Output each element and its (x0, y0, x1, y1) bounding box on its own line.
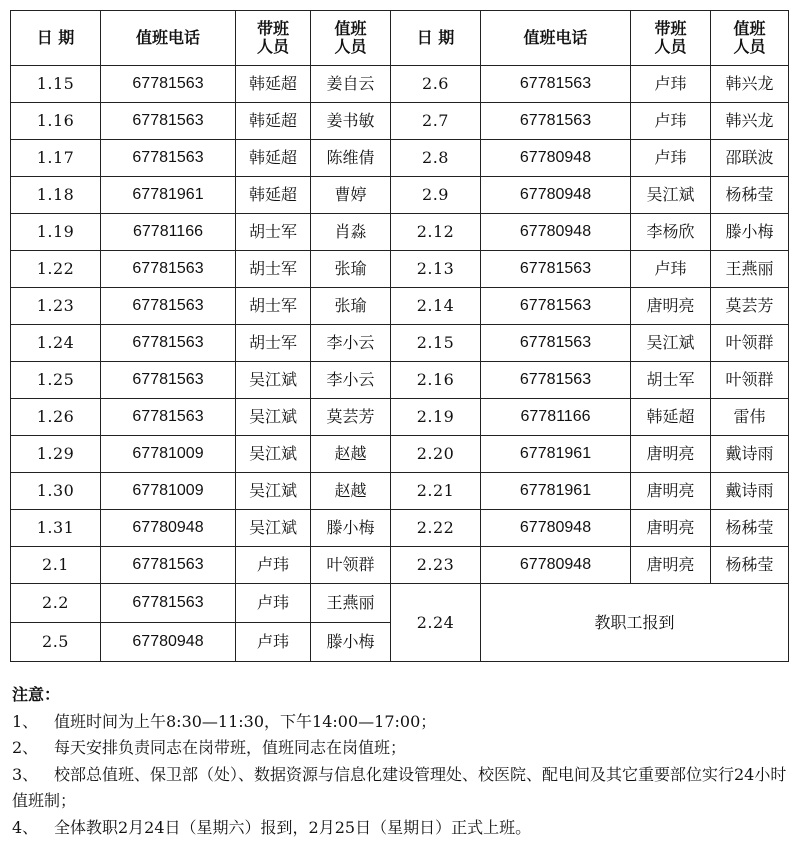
date-cell: 2.8 (391, 140, 481, 177)
column-header: 值班 人员 (311, 11, 391, 66)
table-row (11, 214, 789, 251)
table-row (11, 510, 789, 547)
phone-cell: 67781563 (101, 288, 236, 325)
note-index: 2、 (12, 738, 39, 757)
leader-cell: 吴江斌 (236, 362, 311, 399)
phone-cell: 67781563 (481, 325, 631, 362)
staff-cell: 莫芸芳 (711, 288, 789, 325)
staff-cell: 邵联波 (711, 140, 789, 177)
note-index: 3、 (12, 764, 39, 784)
date-cell: 2.1 (11, 547, 101, 584)
phone-cell: 67781563 (101, 325, 236, 362)
note-item (12, 735, 790, 762)
table-row (11, 547, 789, 584)
staff-cell: 杨秭莹 (711, 177, 789, 214)
staff-cell: 戴诗雨 (711, 436, 789, 473)
phone-cell: 67781563 (481, 362, 631, 399)
phone-cell: 67781563 (101, 362, 236, 399)
leader-cell: 胡士军 (236, 325, 311, 362)
note-index: 4、 (12, 817, 39, 837)
phone-cell: 67780948 (481, 177, 631, 214)
date-cell: 2.19 (391, 399, 481, 436)
column-header: 日 期 (11, 11, 101, 66)
date-cell: 1.30 (11, 473, 101, 510)
phone-cell: 67781009 (101, 436, 236, 473)
date-cell: 2.14 (391, 288, 481, 325)
date-cell: 1.26 (11, 399, 101, 436)
column-header: 值班电话 (101, 11, 236, 66)
leader-cell: 唐明亮 (631, 510, 711, 547)
notes-list (12, 709, 790, 842)
staff-cell: 张瑜 (311, 288, 391, 325)
staff-cell: 张瑜 (311, 251, 391, 288)
leader-cell: 唐明亮 (631, 288, 711, 325)
date-cell: 2.16 (391, 362, 481, 399)
column-header: 带班 人员 (236, 11, 311, 66)
phone-cell: 67781563 (481, 103, 631, 140)
table-row (11, 66, 789, 103)
date-cell: 2.9 (391, 177, 481, 214)
leader-cell: 韩延超 (236, 66, 311, 103)
date-cell: 2.2 (11, 584, 101, 623)
date-cell: 1.15 (11, 66, 101, 103)
staff-cell: 李小云 (311, 362, 391, 399)
leader-cell: 韩延超 (236, 177, 311, 214)
leader-cell: 吴江斌 (236, 399, 311, 436)
leader-cell: 韩延超 (631, 399, 711, 436)
leader-cell: 唐明亮 (631, 473, 711, 510)
staff-cell: 叶领群 (311, 547, 391, 584)
phone-cell: 67780948 (481, 547, 631, 584)
phone-cell: 67780948 (481, 510, 631, 547)
column-header: 值班电话 (481, 11, 631, 66)
note-item (12, 709, 790, 736)
phone-cell: 67781563 (101, 66, 236, 103)
leader-cell: 卢玮 (236, 584, 311, 623)
date-cell: 2.15 (391, 325, 481, 362)
date-cell: 1.19 (11, 214, 101, 251)
staff-cell: 叶领群 (711, 325, 789, 362)
staff-cell: 滕小梅 (311, 623, 391, 662)
leader-cell: 卢玮 (236, 547, 311, 584)
phone-cell: 67781961 (481, 473, 631, 510)
staff-cell: 曹婷 (311, 177, 391, 214)
phone-cell: 67780948 (481, 214, 631, 251)
staff-cell: 杨秭莹 (711, 547, 789, 584)
table-row (11, 103, 789, 140)
table-row (11, 362, 789, 399)
phone-cell: 67781563 (101, 399, 236, 436)
date-cell: 1.18 (11, 177, 101, 214)
table-row (11, 177, 789, 214)
phone-cell: 67781563 (101, 140, 236, 177)
phone-cell: 67781563 (101, 547, 236, 584)
staff-cell: 姜自云 (311, 66, 391, 103)
date-cell: 2.22 (391, 510, 481, 547)
staff-cell: 雷伟 (711, 399, 789, 436)
staff-cell: 姜书敏 (311, 103, 391, 140)
leader-cell: 胡士军 (631, 362, 711, 399)
phone-cell: 67781166 (481, 399, 631, 436)
date-cell: 1.29 (11, 436, 101, 473)
note-text: 每天安排负责同志在岗带班，值班同志在岗值班； (54, 738, 407, 757)
leader-cell: 胡士军 (236, 251, 311, 288)
date-cell: 2.5 (11, 623, 101, 662)
leader-cell: 卢玮 (631, 103, 711, 140)
leader-cell: 吴江斌 (236, 436, 311, 473)
note-text: 校部总值班、保卫部（处）、数据资源与信息化建设管理处、校医院、配电间及其它重要部位实行24小时值班制； (12, 764, 787, 810)
staff-report-note: 教职工报到 (481, 584, 789, 662)
date-cell: 2.12 (391, 214, 481, 251)
note-item (12, 815, 790, 842)
date-cell: 1.16 (11, 103, 101, 140)
date-cell: 1.22 (11, 251, 101, 288)
phone-cell: 67780948 (101, 623, 236, 662)
leader-cell: 胡士军 (236, 288, 311, 325)
note-index: 1、 (12, 711, 39, 731)
phone-cell: 67781563 (481, 66, 631, 103)
leader-cell: 唐明亮 (631, 436, 711, 473)
table-row (11, 473, 789, 510)
staff-cell: 韩兴龙 (711, 103, 789, 140)
staff-cell: 王燕丽 (311, 584, 391, 623)
staff-cell: 王燕丽 (711, 251, 789, 288)
staff-cell: 赵越 (311, 473, 391, 510)
phone-cell: 67781563 (101, 584, 236, 623)
leader-cell: 卢玮 (631, 140, 711, 177)
phone-cell: 67781961 (481, 436, 631, 473)
staff-cell: 戴诗雨 (711, 473, 789, 510)
table-row (11, 399, 789, 436)
note-text: 全体教职2月24日（星期六）报到，2月25日（星期日）正式上班。 (54, 817, 532, 837)
leader-cell: 卢玮 (631, 66, 711, 103)
notes-title: 注意： (12, 685, 61, 704)
leader-cell: 吴江斌 (236, 473, 311, 510)
leader-cell: 吴江斌 (236, 510, 311, 547)
phone-cell: 67781563 (481, 288, 631, 325)
notes-section (12, 682, 790, 841)
header-row (11, 11, 789, 66)
phone-cell: 67781563 (101, 251, 236, 288)
date-cell: 2.20 (391, 436, 481, 473)
date-cell: 2.24 (391, 584, 481, 662)
staff-cell: 韩兴龙 (711, 66, 789, 103)
note-item (12, 762, 790, 815)
table-row (11, 140, 789, 177)
date-cell: 1.25 (11, 362, 101, 399)
leader-cell: 吴江斌 (631, 177, 711, 214)
column-header: 日 期 (391, 11, 481, 66)
duty-schedule-table (10, 10, 789, 662)
table-row (11, 584, 789, 623)
date-cell: 2.21 (391, 473, 481, 510)
phone-cell: 67780948 (481, 140, 631, 177)
date-cell: 1.31 (11, 510, 101, 547)
table-row (11, 325, 789, 362)
date-cell: 2.23 (391, 547, 481, 584)
phone-cell: 67781563 (101, 103, 236, 140)
date-cell: 2.7 (391, 103, 481, 140)
date-cell: 1.23 (11, 288, 101, 325)
leader-cell: 韩延超 (236, 103, 311, 140)
phone-cell: 67781961 (101, 177, 236, 214)
phone-cell: 67781563 (481, 251, 631, 288)
staff-cell: 陈维倩 (311, 140, 391, 177)
leader-cell: 卢玮 (631, 251, 711, 288)
date-cell: 2.13 (391, 251, 481, 288)
table-row (11, 288, 789, 325)
leader-cell: 吴江斌 (631, 325, 711, 362)
leader-cell: 李杨欣 (631, 214, 711, 251)
phone-cell: 67781166 (101, 214, 236, 251)
staff-cell: 肖淼 (311, 214, 391, 251)
staff-cell: 滕小梅 (311, 510, 391, 547)
phone-cell: 67781009 (101, 473, 236, 510)
date-cell: 2.6 (391, 66, 481, 103)
leader-cell: 卢玮 (236, 623, 311, 662)
date-cell: 1.17 (11, 140, 101, 177)
leader-cell: 唐明亮 (631, 547, 711, 584)
column-header: 值班 人员 (711, 11, 789, 66)
phone-cell: 67780948 (101, 510, 236, 547)
table-row (11, 251, 789, 288)
note-text: 值班时间为上午8:30—11:30，下午14:00—17:00； (54, 711, 437, 731)
staff-cell: 滕小梅 (711, 214, 789, 251)
staff-cell: 杨秭莹 (711, 510, 789, 547)
staff-cell: 赵越 (311, 436, 391, 473)
leader-cell: 胡士军 (236, 214, 311, 251)
staff-cell: 李小云 (311, 325, 391, 362)
staff-cell: 莫芸芳 (311, 399, 391, 436)
table-row (11, 436, 789, 473)
column-header: 带班 人员 (631, 11, 711, 66)
leader-cell: 韩延超 (236, 140, 311, 177)
staff-cell: 叶领群 (711, 362, 789, 399)
date-cell: 1.24 (11, 325, 101, 362)
table-body (11, 11, 789, 662)
